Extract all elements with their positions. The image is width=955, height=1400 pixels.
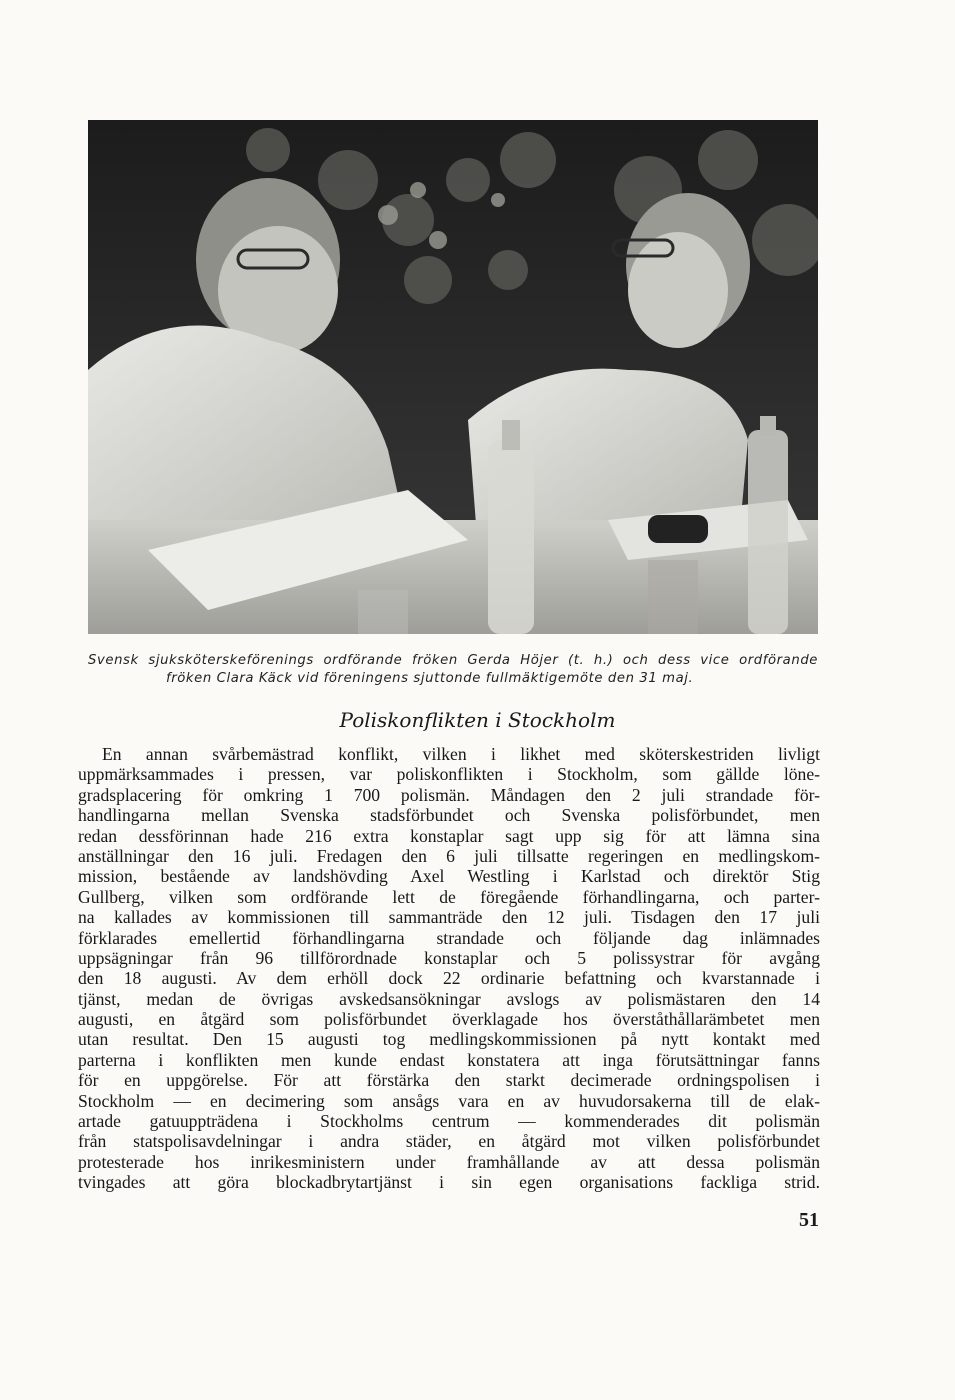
section-heading: Poliskonflikten i Stockholm <box>339 708 616 732</box>
caption-line: fröken Clara Käck vid föreningens sjuttonde fullmäktigemöte den 31 maj. <box>166 671 694 686</box>
text-line: anställningar den 16 juli. Fredagen den 6 juli tillsatte regeringen en medlingskom- <box>78 845 820 866</box>
text-line: parterna i konflikten men kunde endast konstatera att inga förutsättningar fanns <box>78 1049 820 1070</box>
text-line: handlingarna mellan Svenska stadsförbundet och Svenska polisförbundet, men <box>78 805 820 826</box>
text-line: En annan svårbemästrad konflikt, vilken i likhet med sköterskestriden livligt <box>102 744 820 764</box>
text-line: augusti, en åtgärd som polisförbundet överklagade hos överståthållarämbetet men <box>78 1009 820 1030</box>
text-line: Gullberg, vilken som ordförande lett de föregående förhandlingarna, och parter- <box>78 886 820 907</box>
caption-line: Svensk sjuksköterskeförenings ordförande fröken Gerda Höjer (t. h.) och dess vice ordförande <box>88 653 818 668</box>
photo-two-women-at-table-icon <box>88 120 818 634</box>
text-line: tvingades att göra blockadbrytartjänst i sin egen organisations fackliga strid. <box>78 1172 820 1193</box>
text-line: uppsägningar från 96 tillförordnade konstaplar och 5 polissystrar för avgång <box>78 947 820 968</box>
text-line: utan resultat. Den 15 augusti tog medlingskommissionen på nytt kontakt med <box>78 1029 820 1050</box>
page-number: 51 <box>799 1209 819 1231</box>
photo-caption <box>88 652 818 688</box>
text-line: redan dessförinnan hade 216 extra konstaplar sagt upp sig för att lämna sina <box>78 825 820 846</box>
photo <box>88 120 818 634</box>
text-line: den 18 augusti. Av dem erhöll dock 22 ordinarie befattning och kvarstannade i <box>78 968 820 989</box>
text-line: artade gatuuppträdena i Stockholms centrum — kommenderades dit polismän <box>78 1111 820 1132</box>
body-paragraph <box>78 744 820 1193</box>
text-line: protesterade hos inrikesministern under framhållande av att dessa polismän <box>78 1151 820 1172</box>
text-line: från statspolisavdelningar i andra städer, en åtgärd mot vilken polisförbundet <box>78 1131 820 1152</box>
text-line: uppmärksammades i pressen, var poliskonflikten i Stockholm, som gällde löne- <box>78 764 820 785</box>
text-line: Stockholm — en decimering som ansågs vara en av huvudorsakerna till de elak- <box>78 1090 820 1111</box>
text-line: förklarades emellertid förhandlingarna strandade och följande dag inlämnades <box>78 927 820 948</box>
text-line: mission, bestående av landshövding Axel Westling i Karlstad och direktör Stig <box>78 866 820 887</box>
text-line: na kallades av kommissionen till sammanträde den 12 juli. Tisdagen den 17 juli <box>78 907 820 928</box>
text-line: för en uppgörelse. För att förstärka den starkt decimerade ordningspolisen i <box>78 1070 820 1091</box>
text-line: gradsplacering för omkring 1 700 polismän. Måndagen den 2 juli strandade för- <box>78 784 820 805</box>
text-line: tjänst, medan de övrigas avskedsansökningar avslogs av polismästaren den 14 <box>78 988 820 1009</box>
